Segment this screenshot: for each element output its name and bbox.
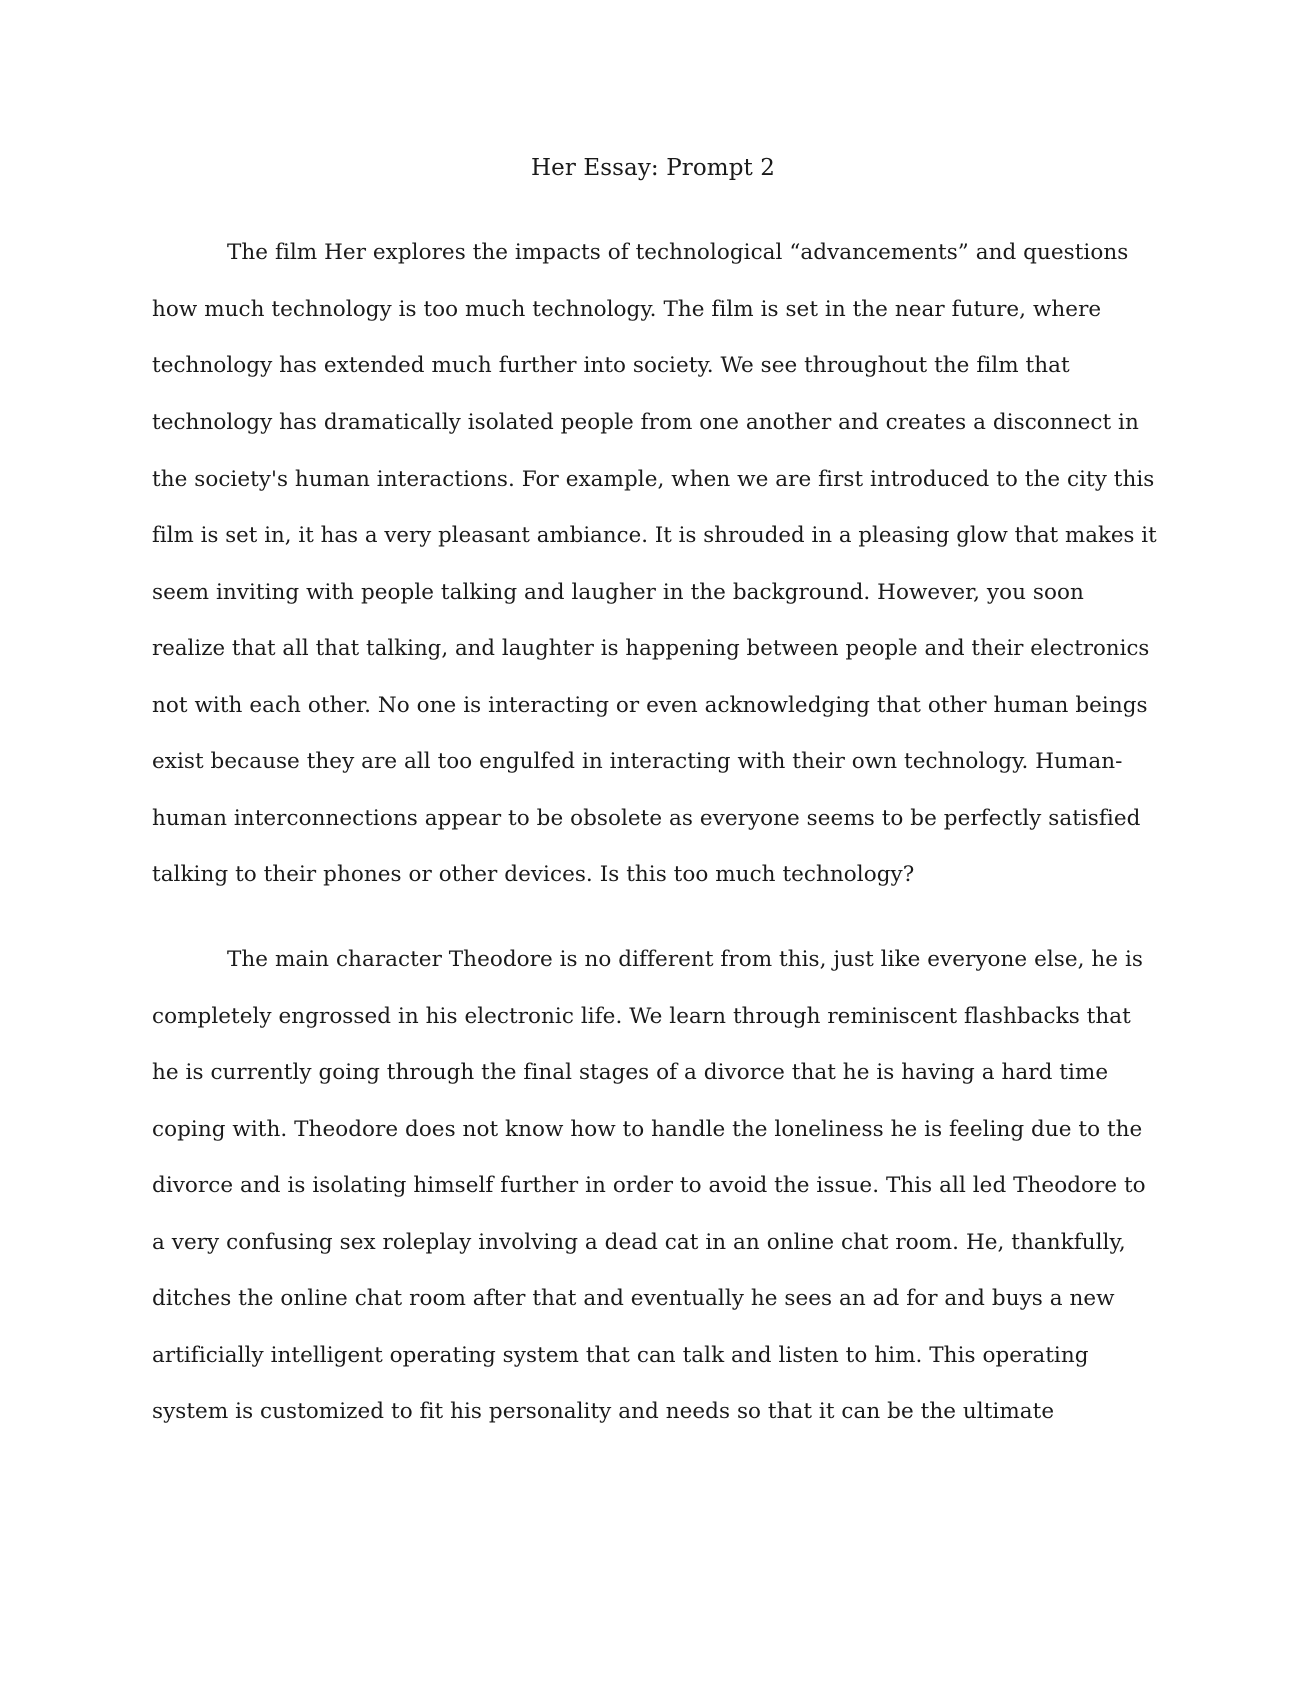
paragraph-1-line-4: technology has dramatically isolated people from one another and creates a disconnect in xyxy=(152,410,1139,435)
paragraph-1-line-5: the society's human interactions. For example, when we are first introduced to the city this xyxy=(152,467,1155,492)
paragraph-2-line-5: divorce and is isolating himself further in order to avoid the issue. This all led Theodore to xyxy=(152,1173,1146,1198)
paragraph-2-line-9: system is customized to fit his personality and needs so that it can be the ultimate xyxy=(152,1399,1055,1424)
paragraph-2-line-4: coping with. Theodore does not know how to handle the loneliness he is feeling due to the xyxy=(152,1117,1143,1142)
paragraph-1-line-9: not with each other. No one is interacting or even acknowledging that other human beings xyxy=(152,693,1148,718)
paragraph-1-line-1: The film Her explores the impacts of technological “advancements” and questions xyxy=(227,240,1129,265)
paragraph-1-line-11: human interconnections appear to be obsolete as everyone seems to be perfectly satisfied xyxy=(152,806,1141,831)
paragraph-1-line-7: seem inviting with people talking and laugher in the background. However, you soon xyxy=(152,580,1084,605)
paragraph-1-line-6: film is set in, it has a very pleasant ambiance. It is shrouded in a pleasing glow that makes it xyxy=(152,523,1157,548)
paragraph-2-line-8: artificially intelligent operating system that can talk and listen to him. This operating xyxy=(152,1343,1089,1368)
essay-title: Her Essay: Prompt 2 xyxy=(530,155,776,181)
paragraph-2-line-1: The main character Theodore is no different from this, just like everyone else, he is xyxy=(227,947,1143,972)
paragraph-1-line-2: how much technology is too much technology. The film is set in the near future, where xyxy=(152,297,1102,322)
paragraph-2-line-2: completely engrossed in his electronic life. We learn through reminiscent flashbacks that xyxy=(152,1004,1131,1029)
paragraph-2-line-3: he is currently going through the final stages of a divorce that he is having a hard time xyxy=(152,1060,1109,1085)
paragraph-2-line-7: ditches the online chat room after that and eventually he sees an ad for and buys a new xyxy=(152,1286,1115,1311)
paragraph-1-line-3: technology has extended much further into society. We see throughout the film that xyxy=(152,353,1070,378)
paragraph-2-line-6: a very confusing sex roleplay involving a dead cat in an online chat room. He, thankfully, xyxy=(152,1230,1126,1255)
paragraph-1-line-10: exist because they are all too engulfed in interacting with their own technology. Human- xyxy=(152,749,1123,774)
paragraph-1-line-12: talking to their phones or other devices. Is this too much technology? xyxy=(152,862,915,887)
paragraph-1-line-8: realize that all that talking, and laughter is happening between people and their electronics xyxy=(152,636,1150,661)
